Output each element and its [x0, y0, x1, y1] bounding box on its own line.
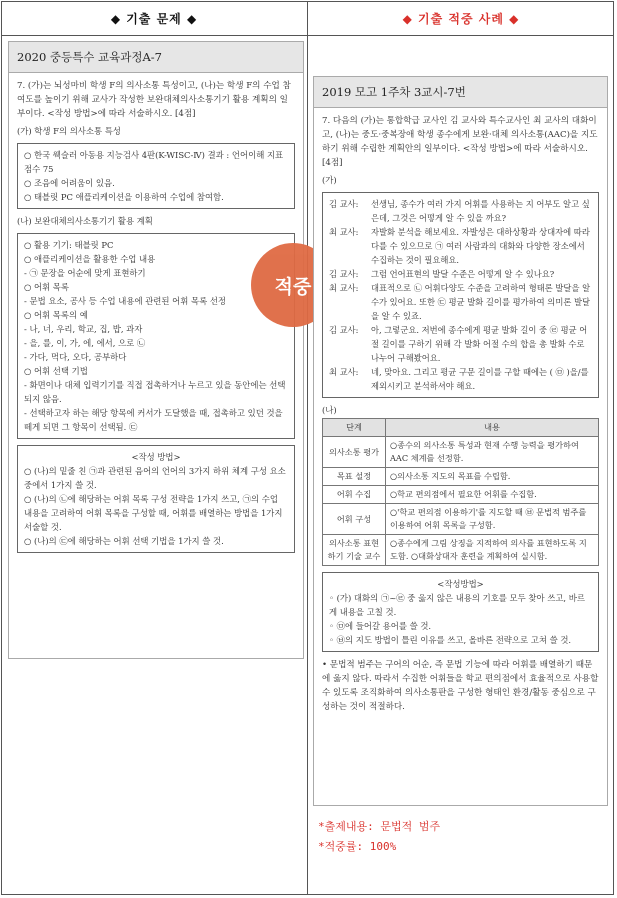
dialogue-line	[329, 323, 592, 365]
list-item: ○ 한국 웩슬러 아동용 지능검사 4판(K-WISC-Ⅳ) 결과 : 언어이해 지표 점수 75	[24, 150, 284, 174]
table-cell: 어휘 구성	[323, 504, 386, 535]
speaker: 김 교사:	[329, 269, 359, 279]
list-item: ◦ ㉤에 들어갈 용어를 쓸 것.	[329, 621, 432, 631]
left-part-b-box	[17, 233, 295, 439]
table-cell: 목표 설정	[323, 468, 386, 486]
rate-note: *적중률: 100%	[318, 840, 397, 853]
utterance: 대표적으로 ㉡ 어휘다양도 수준을 고려하여 형태론 발달을 알 수가 있어요. 또한 ㉢ 평균 발화 길이를 평가하여 의미론 발달을 알 수 있죠.	[371, 283, 591, 321]
list-item: - 나, 너, 우리, 학교, 집, 밥, 과자	[24, 324, 143, 334]
plan-table	[322, 418, 599, 566]
right-part-a-label: (가)	[322, 175, 337, 185]
utterance: 그럼 언어표현의 발달 수준은 어떻게 알 수 있나요?	[371, 269, 555, 279]
table-row	[323, 504, 599, 535]
dialogue-line	[329, 225, 592, 267]
column-divider	[307, 1, 308, 895]
speaker: 김 교사:	[329, 325, 359, 335]
left-exam-panel	[8, 41, 304, 659]
explanation-text: • 문법적 범주는 구어의 어순, 즉 문법 기능에 따라 어휘를 배열하기 때문에 옳지 않다. 따라서 수집한 어휘들을 학교 편의점에서 효율적으로 사용할 수 있도록 조직화하여 의사소통판을 구성한 형태인 환경/활동 중심으로 구성하는 것이 적절하다.	[322, 660, 599, 712]
utterance: 선생님, 종수가 여러 가지 어휘를 사용하는 지 어부도 알고 싶은데, 그것은 어떻게 알 수 있을 까요?	[371, 199, 590, 223]
table-row	[323, 535, 599, 566]
table-cell: ○종수에게 그림 상징을 지적하여 의사를 표현하도록 지도함. ○대화상대자 훈련을 계획하여 실시함.	[386, 535, 599, 566]
list-item: - 화면이나 대체 입력기기를 직접 접촉하거나 누르고 있을 동안에는 선택되지 않음.	[24, 380, 286, 404]
list-item: ○ 어휘 목록의 예	[24, 310, 88, 320]
left-part-b-title: (나) 보완대체의사소통기기 활용 계획	[17, 216, 153, 226]
speaker: 김 교사:	[329, 199, 359, 209]
table-cell: 의사소통 평가	[323, 437, 386, 468]
list-item: ○ 어휘 목록	[24, 282, 69, 292]
dialogue-box	[322, 192, 599, 398]
left-part-a-box	[17, 143, 295, 209]
right-method-box	[322, 572, 599, 652]
table-header-cell: 내용	[386, 419, 599, 437]
speaker: 최 교사:	[329, 283, 359, 293]
right-part-b-label: (나)	[322, 405, 337, 415]
topic-note: *출제내용: 문법적 범주	[318, 820, 441, 833]
list-item: - 선택하고자 하는 해당 항목에 커서가 도달했을 때, 접촉하고 있던 것을 떼게 되면 그 항목이 선택됨. ㉢	[24, 408, 283, 432]
table-cell: 의사소통 표현하기 기술 교수	[323, 535, 386, 566]
list-item: - 문법 요소, 공사 등 수업 내용에 관련된 어휘 목록 선정	[24, 296, 227, 306]
table-row	[323, 468, 599, 486]
table-cell: ○종수의 의사소통 특성과 현재 수행 능력을 평가하여 AAC 체계를 선정함.	[386, 437, 599, 468]
utterance: 자발화 분석을 해보세요. 자발성은 대하상황과 상대자에 따라 다를 수 있으므로 ㉠ 여러 사람과의 대화와 다양한 장소에서 수집하는 것이 필요해요.	[371, 227, 590, 265]
list-item: ◦ (가) 대화의 ㉠~㉣ 중 옳지 않은 내용의 기호를 모두 찾아 쓰고, 바르게 내용을 고칠 것.	[329, 593, 585, 617]
list-item: - ㉠ 문장을 어순에 맞게 표현하기	[24, 268, 146, 278]
list-item: ○ 조음에 어려움이 있음.	[24, 178, 115, 188]
right-column-header: ◆ 기출 적중 사례 ◆	[308, 1, 614, 36]
list-item: ○ 활용 기기: 태블릿 PC	[24, 240, 114, 250]
table-row	[323, 486, 599, 504]
speaker: 최 교사:	[329, 367, 359, 377]
left-panel-title: 2020 중등특수 교육과정A-7	[9, 42, 303, 73]
table-cell: ○의사소통 지도의 목표를 수립함.	[386, 468, 599, 486]
list-item: - 가다, 먹다, 오다, 공부하다	[24, 352, 127, 362]
left-part-a-title: (가) 학생 F의 의사소통 특성	[17, 126, 121, 136]
right-panel-title: 2019 모고 1주차 3교시-7번	[314, 77, 607, 108]
list-item: ○ 어휘 선택 기법	[24, 366, 88, 376]
table-cell: 어휘 수집	[323, 486, 386, 504]
utterance: 네, 맞아요. 그리고 평균 구문 길이를 구할 때에는 ( ㉤ )을/를 제외시키고 분석하셔야 해요.	[371, 367, 589, 391]
left-question-text: 7. (가)는 뇌성마비 학생 F의 의사소통 특성이고, (나)는 학생 F의 수업 참여도를 높이기 위해 교사가 작성한 보완대체의사소통기기 활용 계획의 일부이다. <작성 방법>에 따라 서술하시오. [4점]	[17, 81, 291, 119]
table-cell: ○'학교 편의점 이용하기'를 지도할 때 ㉥ 문법적 범주를 이용하여 어휘 목록을 구성함.	[386, 504, 599, 535]
table-cell: ○학교 편의점에서 필요한 어휘를 수집함.	[386, 486, 599, 504]
table-header-row	[323, 419, 599, 437]
list-item: ○ (나)의 ㉡에 해당하는 어휘 목록 구성 전략을 1가지 쓰고, ㉠의 수업 내용을 고려하여 어휘 목록을 구성할 때, 어휘를 배열하는 방법을 1가지 서술할 것.	[24, 494, 283, 532]
dialogue-line	[329, 267, 592, 281]
left-column-header: ◆ 기출 문제 ◆	[1, 1, 307, 36]
list-item: ○ 태블릿 PC 애플리케이션을 이용하여 수업에 참여함.	[24, 192, 224, 202]
utterance: 아, 그렇군요. 저번에 종수에게 평균 발화 길이 중 ㉣ 평균 어절 길이를 구하기 위해 각 발화 어절 수의 합을 총 발화 수로 나누어 구해봤어요.	[371, 325, 588, 363]
dialogue-line	[329, 365, 592, 393]
list-item: ○ 애플리케이션을 활용한 수업 내용	[24, 254, 156, 264]
dialogue-line	[329, 281, 592, 323]
list-item: ○ (나)의 ㉢에 해당하는 어휘 선택 기법을 1가지 쓸 것.	[24, 536, 224, 546]
right-exam-panel	[313, 76, 608, 806]
right-method-title: <작성방법>	[437, 579, 484, 589]
left-method-title: <작성 방법>	[131, 452, 181, 462]
table-row	[323, 437, 599, 468]
table-header-cell: 단계	[323, 419, 386, 437]
hit-badge: 적중	[251, 243, 335, 327]
speaker: 최 교사:	[329, 227, 359, 237]
list-item: - 을, 를, 이, 가, 에, 에서, 으로 ㉡	[24, 338, 146, 348]
right-question-text: 7. 다음의 (가)는 통합학급 교사인 김 교사와 특수교사인 최 교사의 대화이고, (나)는 중도·중복장애 학생 종수에게 보완·대체 의사소통(AAC)을 지도하기 위해 수립한 계획안의 일부이다. <작성 방법>에 따라 서술하시오. [4점]	[322, 116, 598, 168]
list-item: ○ (나)의 밑줄 친 ㉠과 관련된 음어의 언어의 3가지 하위 체계 구성 요소 중에서 1가지 쓸 것.	[24, 466, 286, 490]
dialogue-line	[329, 197, 592, 225]
list-item: ◦ ㉥의 지도 방법이 틀린 이유를 쓰고, 올바른 전략으로 고쳐 쓸 것.	[329, 635, 572, 645]
left-method-box	[17, 445, 295, 553]
